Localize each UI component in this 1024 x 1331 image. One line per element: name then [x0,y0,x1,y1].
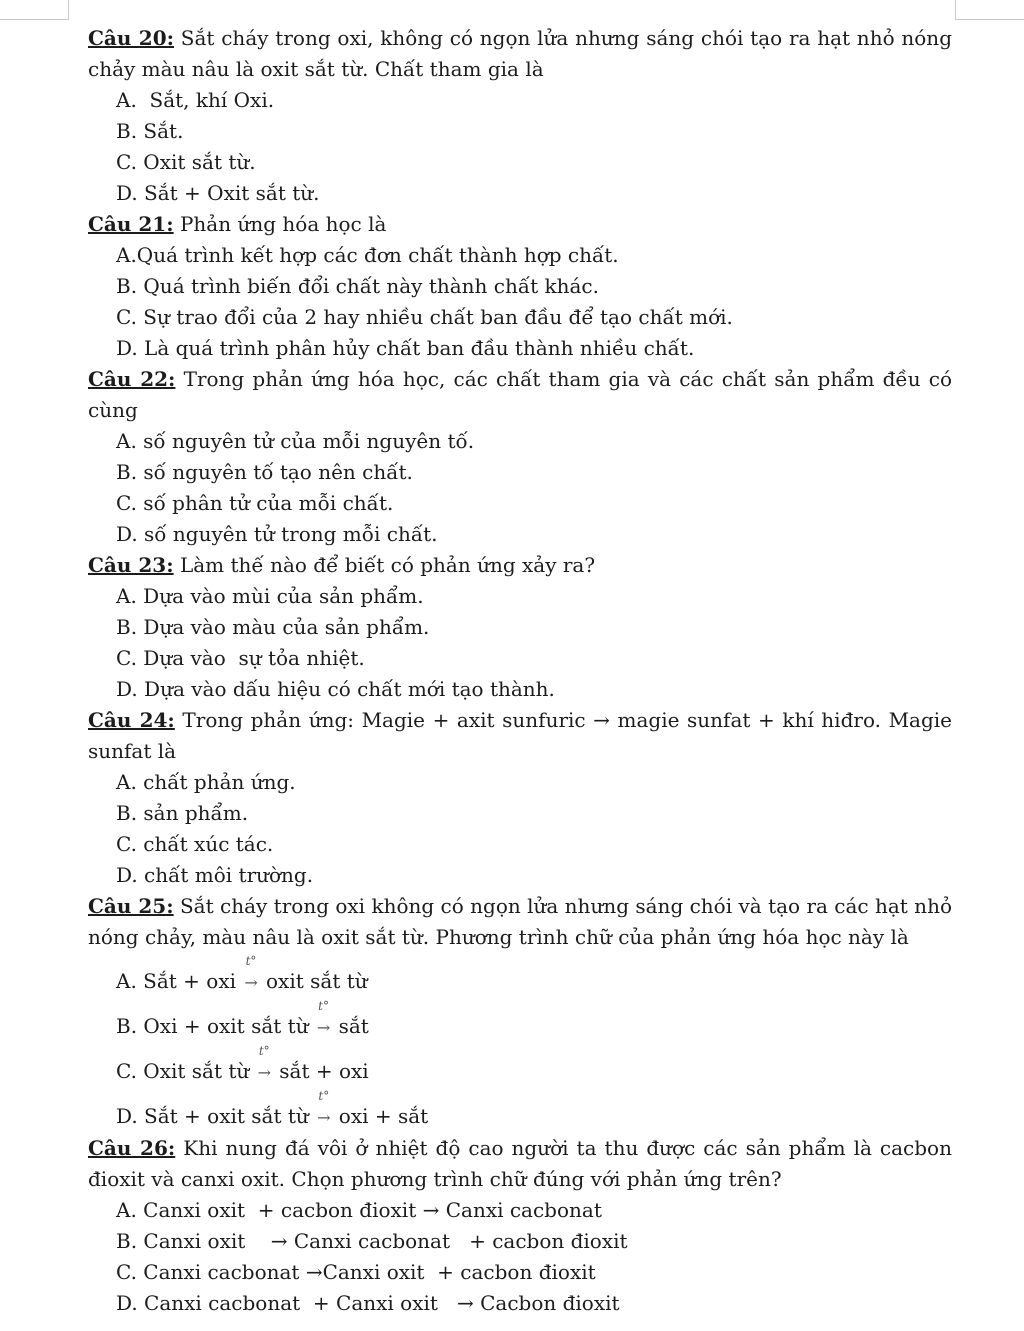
question-label: Câu 23: [88,553,174,577]
heat-arrow [240,954,262,998]
heat-condition: t° [318,999,329,1013]
option-b: B. số nguyên tố tạo nên chất. [116,460,413,484]
option-c: C. Sự trao đổi của 2 hay nhiều chất ban đầu để tạo chất mới. [116,305,733,329]
option-d: D. chất môi trường. [116,863,314,887]
option-d [88,1089,429,1133]
arrow-icon: → [317,1108,331,1127]
question-text: Khi nung đá vôi ở nhiệt độ cao người ta thu được các sản phẩm là cacbon đioxit và canxi oxit. Chọn phương trình chữ đúng với phản ứng trên? [88,1136,952,1191]
option-c: C. Canxi cacbonat →Canxi oxit + cacbon đioxit [116,1260,596,1284]
arrow-icon: → [244,973,258,992]
question-text: Sắt cháy trong oxi, không có ngọn lửa nhưng sáng chói tạo ra hạt nhỏ nóng chảy màu nâu là oxit sắt từ. Chất tham gia là [88,26,952,81]
option-c: C. Dựa vào sự tỏa nhiệt. [116,646,365,670]
option-d: D. số nguyên tử trong mỗi chất. [116,522,438,546]
option-a: A. Sắt, khí Oxi. [116,88,275,112]
question-23 [88,550,952,705]
option-b: B. sản phẩm. [116,801,249,825]
question-label: Câu 22: [88,367,176,391]
option-b: B. Sắt. [116,119,184,143]
option-d: D. Là quá trình phân hủy chất ban đầu thành nhiều chất. [116,336,695,360]
option-a: A. Canxi oxit + cacbon đioxit → Canxi cacbonat [116,1198,602,1222]
reaction-row [88,998,952,1043]
option-d: D. Dựa vào dấu hiệu có chất mới tạo thành. [116,677,555,701]
question-text: Sắt cháy trong oxi không có ngọn lửa nhưng sáng chói và tạo ra các hạt nhỏ nóng chảy, màu nâu là oxit sắt từ. Phương trình chữ của phản ứng hóa học này là [88,894,952,949]
reaction-row [88,953,952,998]
page-corner-mark-right [955,0,1024,20]
question-label: Câu 26: [88,1136,176,1160]
reaction-row [88,1088,952,1133]
option-a: A. số nguyên tử của mỗi nguyên tố. [116,429,475,453]
option-a: A. Dựa vào mùi của sản phẩm. [116,584,424,608]
question-label: Câu 24: [88,708,175,732]
question-label: Câu 25: [88,894,174,918]
reaction-right: sắt [338,1014,369,1038]
option-b: B. Dựa vào màu của sản phẩm. [116,615,430,639]
option-d: D. Canxi cacbonat + Canxi oxit → Cacbon đioxit [116,1291,620,1315]
question-label: Câu 21: [88,212,174,236]
reaction-right: oxit sắt từ [266,969,368,993]
question-26 [88,1133,952,1319]
question-22 [88,364,952,550]
question-21 [88,209,952,364]
arrow-icon: → [257,1063,271,1082]
option-b [88,999,369,1043]
reaction-left: D. Sắt + oxit sắt từ [116,1104,309,1128]
reaction-left: B. Oxi + oxit sắt từ [116,1014,309,1038]
option-c: C. Oxit sắt từ. [116,150,256,174]
reaction-left: A. Sắt + oxi [116,969,237,993]
option-b: B. Canxi oxit → Canxi cacbonat + cacbon đioxit [116,1229,628,1253]
reaction-right: oxi + sắt [338,1104,429,1128]
page-corner-mark-left [0,0,69,20]
question-text: Phản ứng hóa học là [179,212,387,236]
question-25 [88,891,952,1133]
option-a: A.Quá trình kết hợp các đơn chất thành hợp chất. [116,243,619,267]
question-text: Làm thế nào để biết có phản ứng xảy ra? [179,553,596,577]
reaction-row [88,1043,952,1088]
option-d: D. Sắt + Oxit sắt từ. [116,181,320,205]
arrow-icon: → [316,1018,331,1037]
question-24 [88,705,952,891]
option-b: B. Quá trình biến đổi chất này thành chất khác. [116,274,599,298]
question-20 [88,23,952,209]
question-text: Trong phản ứng hóa học, các chất tham gia và các chất sản phẩm đều có cùng [88,367,953,422]
reaction-right: sắt + oxi [279,1059,369,1083]
option-c: C. số phân tử của mỗi chất. [116,491,394,515]
option-a: A. chất phản ứng. [116,770,296,794]
question-label: Câu 20: [88,26,175,50]
heat-arrow [313,999,335,1043]
heat-condition: t° [245,954,257,968]
question-text: Trong phản ứng: Magie + axit sunfuric → magie sunfat + khí hiđro. Magie sunfat là [88,708,953,763]
heat-condition: t° [318,1089,330,1103]
option-c: C. chất xúc tác. [116,832,274,856]
heat-arrow [313,1089,335,1133]
reaction-left: C. Oxit sắt từ [116,1059,250,1083]
document-body [88,23,952,1319]
heat-arrow [253,1044,275,1088]
heat-condition: t° [258,1044,270,1058]
